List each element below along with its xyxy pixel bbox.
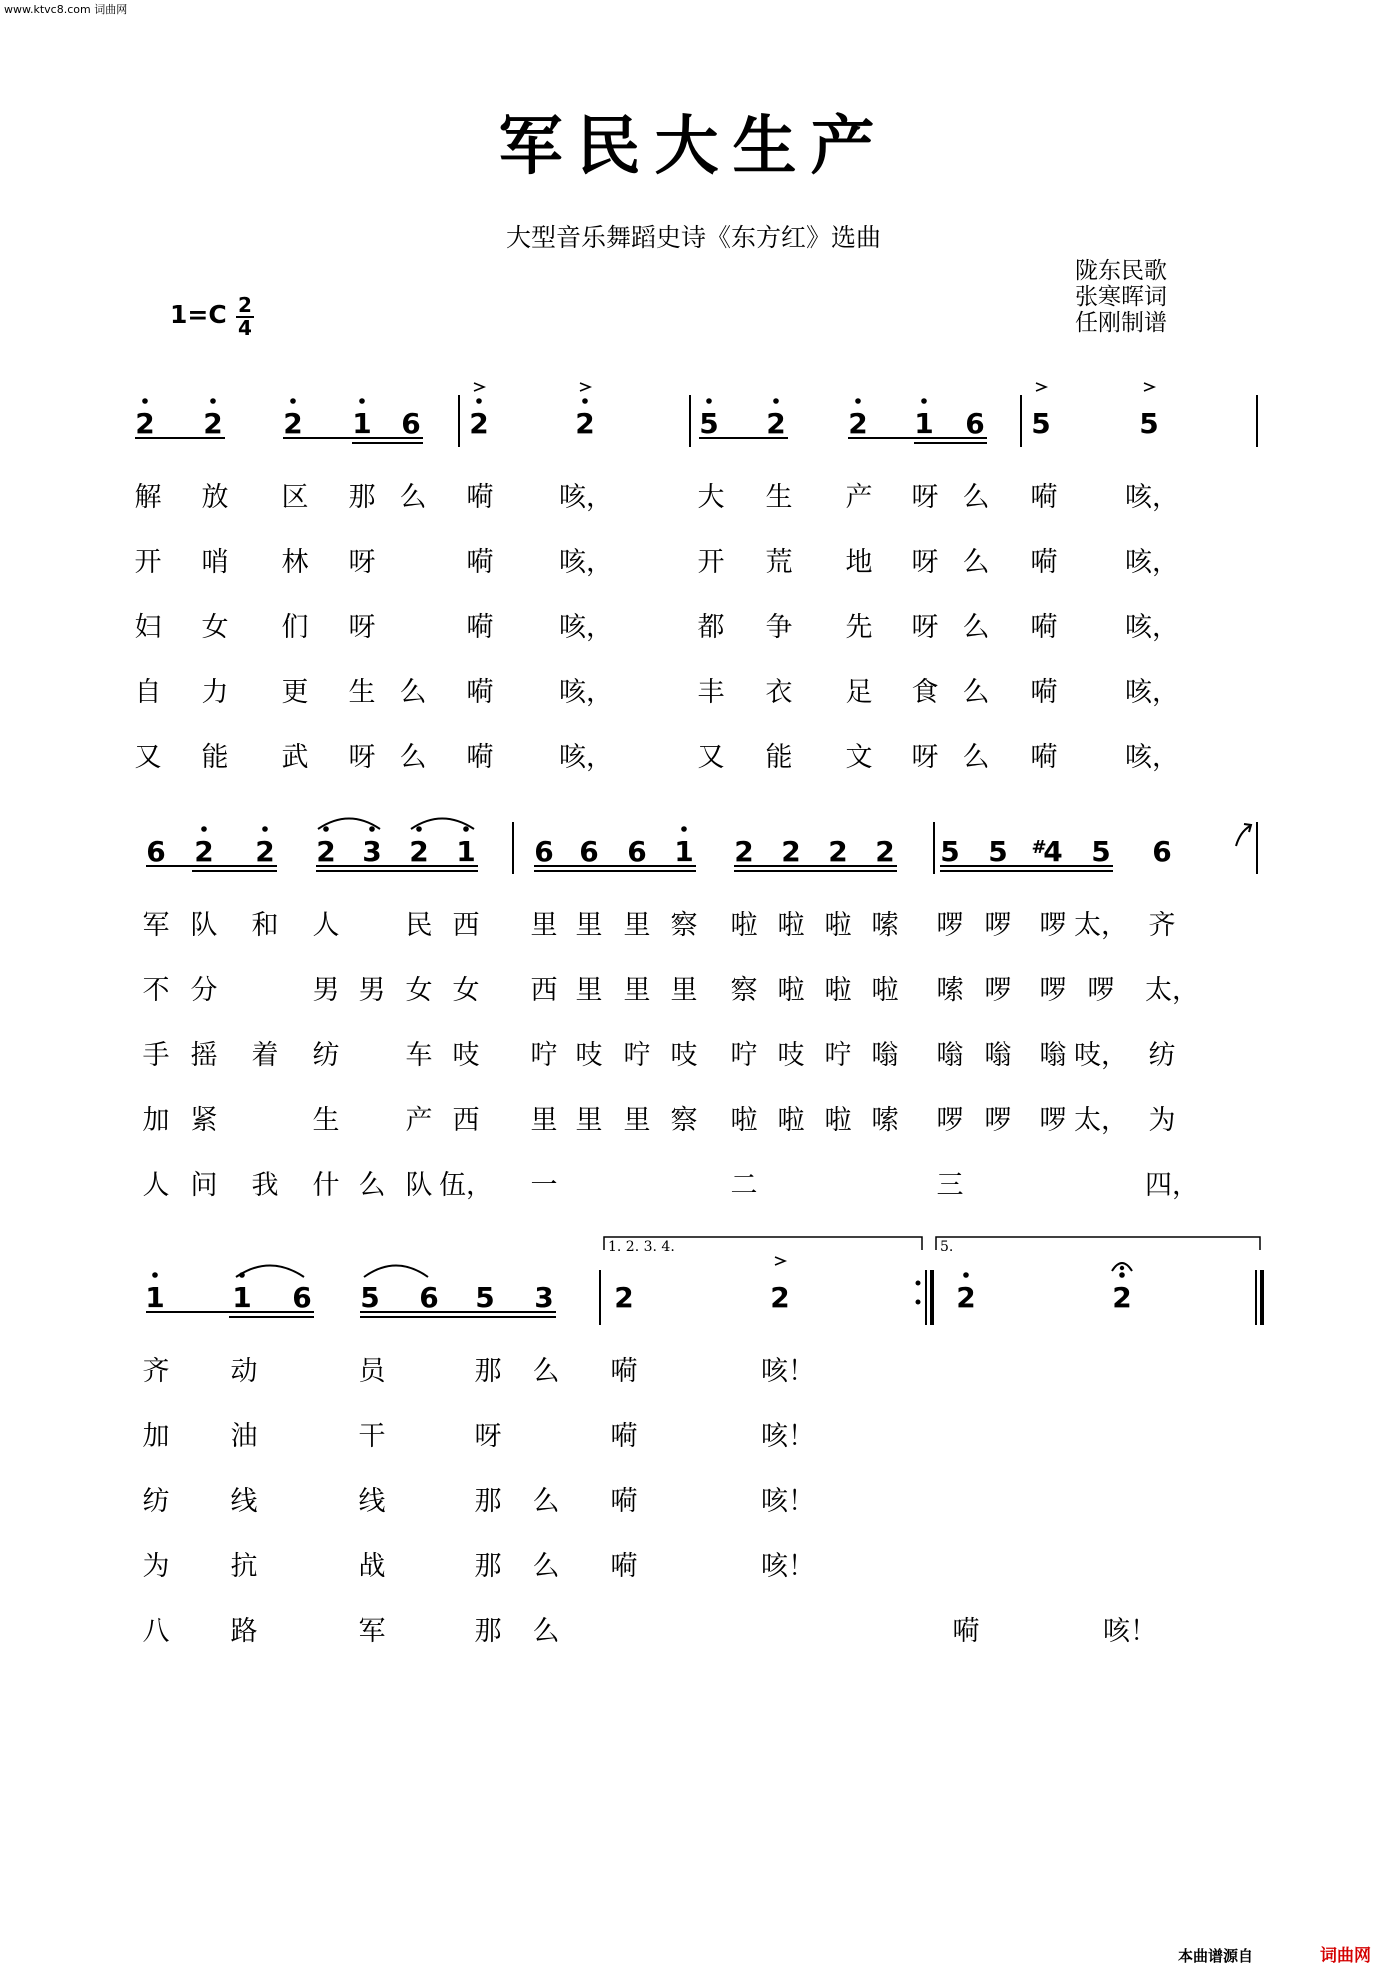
- lyric-char: 男: [312, 975, 340, 1006]
- note-digit: 5: [1091, 835, 1111, 868]
- lyric-char: 里: [623, 975, 651, 1006]
- credit-arranger: 任刚制谱: [1075, 310, 1167, 336]
- lyric-char: 地: [845, 547, 873, 578]
- lyric-char: 咳，: [559, 742, 613, 773]
- lyric-char: 文: [845, 742, 873, 773]
- note-digit: 3: [534, 1281, 554, 1314]
- lyric-char: 加: [142, 1421, 170, 1452]
- lyric-char: 咳！: [761, 1356, 815, 1387]
- volta-brackets: [604, 1237, 1260, 1250]
- lyric-char: 么: [962, 742, 990, 773]
- note-digit: 2: [409, 835, 429, 868]
- octave-dot: [681, 826, 687, 832]
- lyric-char: 么: [532, 1486, 560, 1517]
- lyric-char: 一: [530, 1170, 558, 1201]
- lyric-char: 么: [399, 482, 427, 513]
- watermark: www.ktvc8.com 词曲网: [4, 3, 128, 16]
- lyric-char: 三: [936, 1170, 964, 1201]
- note-digit: 1: [232, 1281, 252, 1314]
- note-digit: 2: [203, 407, 223, 440]
- lyric-char: 咳！: [761, 1421, 815, 1452]
- lyric-char: 齐: [142, 1356, 170, 1387]
- accent-mark: [775, 1257, 785, 1265]
- lyric-char: 嗬: [952, 1616, 980, 1647]
- accent-mark: [580, 383, 590, 391]
- lyric-char: 车: [405, 1040, 433, 1071]
- note-digit: 2: [135, 407, 155, 440]
- octave-dot: [262, 826, 268, 832]
- note-digit: 5: [360, 1281, 380, 1314]
- lyric-char: 里: [623, 1105, 651, 1136]
- lyric-char: 产: [405, 1105, 433, 1136]
- breath-mark-icon: [1236, 824, 1251, 846]
- lyric-char: 啦: [871, 975, 899, 1006]
- lyric-char: 女: [452, 975, 480, 1006]
- note-digit: 4: [1043, 835, 1063, 868]
- octave-dot: [290, 398, 296, 404]
- note-digit: 5: [1031, 407, 1051, 440]
- lyric-char: 那: [474, 1486, 502, 1517]
- footer-site-logo: 词曲网: [1320, 1946, 1371, 1966]
- note-digit: 2: [828, 835, 848, 868]
- lyric-char: 啰: [936, 910, 964, 941]
- lyric-char: 啰: [1039, 1105, 1067, 1136]
- lyric-char: 女: [201, 612, 229, 643]
- lyric-char: 咳！: [761, 1486, 815, 1517]
- lyric-char: 啦: [730, 910, 758, 941]
- lyric-char: 呀: [348, 612, 376, 643]
- lyric-char: 吱: [452, 1040, 480, 1071]
- note-digit: 5: [940, 835, 960, 868]
- octave-dot: [963, 1272, 969, 1278]
- lyric-char: 里: [530, 1105, 558, 1136]
- note-digit: 2: [283, 407, 303, 440]
- note-digit: 2: [956, 1281, 976, 1314]
- lyric-char: 女: [405, 975, 433, 1006]
- lyric-char: 里: [530, 910, 558, 941]
- note-digit: 6: [534, 835, 554, 868]
- lyric-char: 西: [530, 975, 558, 1006]
- lyric-char: 着: [251, 1040, 279, 1071]
- note-digit: 6: [965, 407, 985, 440]
- lyric-char: 咛: [824, 1040, 852, 1071]
- lyric-char: 伍，: [439, 1170, 493, 1201]
- lyric-char: 干: [358, 1421, 386, 1452]
- note-digit: 5: [699, 407, 719, 440]
- lyric-char: 不: [142, 975, 170, 1006]
- lyric-char: 都: [697, 612, 725, 643]
- lyric-char: 咳，: [1125, 742, 1179, 773]
- lyric-char: 力: [201, 677, 229, 708]
- lyric-char: 足: [845, 677, 873, 708]
- lyric-char: 咳，: [559, 677, 613, 708]
- lyric-char: 啰: [1087, 975, 1115, 1006]
- lyric-char: 咳，: [559, 612, 613, 643]
- lyric-char: 咳，: [1125, 677, 1179, 708]
- lyric-char: 又: [697, 742, 725, 773]
- lyric-char: 油: [230, 1421, 258, 1452]
- accent-mark: [1036, 383, 1046, 391]
- note-digit: 2: [469, 407, 489, 440]
- lyric-char: 嗡: [984, 1040, 1012, 1071]
- lyric-char: 人: [142, 1170, 170, 1201]
- note-digit: 6: [292, 1281, 312, 1314]
- lyric-char: 区: [281, 482, 309, 513]
- note-digit: 2: [575, 407, 595, 440]
- lyric-char: 哨: [201, 547, 229, 578]
- lyric-char: 纺: [142, 1486, 170, 1517]
- slurs-system-3: [236, 1266, 428, 1278]
- note-digit: 3: [362, 835, 382, 868]
- volta-first-label: 1. 2. 3. 4.: [608, 1239, 675, 1255]
- lyric-char: 啰: [984, 975, 1012, 1006]
- lyric-char: 么: [399, 677, 427, 708]
- lyric-char: 啦: [730, 1105, 758, 1136]
- lyric-char: 吱: [575, 1040, 603, 1071]
- lyric-char: 那: [474, 1356, 502, 1387]
- note-digit: 2: [1112, 1281, 1132, 1314]
- lyric-char: 啰: [1039, 910, 1067, 941]
- note-digit: 6: [1152, 835, 1172, 868]
- octave-dot: [152, 1272, 158, 1278]
- lyric-char: 四，: [1145, 1170, 1199, 1201]
- lyric-char: 么: [962, 677, 990, 708]
- lyric-char: 能: [201, 742, 229, 773]
- lyric-char: 开: [134, 547, 162, 578]
- lyric-char: 啰: [1039, 975, 1067, 1006]
- lyric-char: 呀: [911, 742, 939, 773]
- lyric-char: 先: [845, 612, 873, 643]
- octave-dot: [706, 398, 712, 404]
- lyric-char: 队: [190, 910, 218, 941]
- lyric-char: 和: [251, 910, 279, 941]
- note-digit: 6: [401, 407, 421, 440]
- lyric-char: 察: [670, 1105, 698, 1136]
- volta-second-label: 5.: [940, 1239, 954, 1255]
- lyric-char: 衣: [765, 677, 793, 708]
- lyric-char: 咳！: [1103, 1616, 1157, 1647]
- octave-dot: [855, 398, 861, 404]
- lyric-char: 西: [452, 910, 480, 941]
- lyric-char: 察: [670, 910, 698, 941]
- lyric-char: 嗬: [1030, 742, 1058, 773]
- lyric-char: 人: [312, 910, 340, 941]
- note-digit: 1: [674, 835, 694, 868]
- octave-dot: [323, 826, 329, 832]
- lyric-char: 啰: [984, 1105, 1012, 1136]
- lyric-char: 那: [474, 1551, 502, 1582]
- lyric-char: 嗦: [871, 1105, 899, 1136]
- lyric-char: 啰: [936, 1105, 964, 1136]
- lyric-char: 么: [532, 1551, 560, 1582]
- lyric-char: 啦: [824, 910, 852, 941]
- footer-source: 本曲谱源自: [1178, 1947, 1254, 1965]
- octave-dot: [582, 398, 588, 404]
- lyric-char: 太，: [1074, 910, 1128, 941]
- note-digit: 1: [352, 407, 372, 440]
- lyric-char: 生: [312, 1105, 340, 1136]
- lyric-char: 开: [697, 547, 725, 578]
- accent-mark: [474, 383, 484, 391]
- note-digit: 2: [875, 835, 895, 868]
- octave-dot: [773, 398, 779, 404]
- lyric-char: 嗬: [466, 547, 494, 578]
- lyric-char: 嗬: [610, 1486, 638, 1517]
- lyric-char: 吱，: [1074, 1040, 1128, 1071]
- lyric-char: 嗬: [1030, 547, 1058, 578]
- note-digit: 2: [316, 835, 336, 868]
- lyric-char: 摇: [190, 1040, 218, 1071]
- lyric-char: 放: [201, 482, 229, 513]
- lyric-char: 解: [134, 482, 162, 513]
- repeat-dots: [916, 1281, 921, 1305]
- lyric-char: 抗: [230, 1551, 258, 1582]
- octave-dot: [359, 398, 365, 404]
- lyric-char: 能: [765, 742, 793, 773]
- lyric-char: 么: [962, 482, 990, 513]
- lyric-char: 咳，: [1125, 482, 1179, 513]
- lyric-char: 吱: [670, 1040, 698, 1071]
- lyric-char: 么: [962, 547, 990, 578]
- lyric-char: 为: [142, 1551, 170, 1582]
- octave-dot: [476, 398, 482, 404]
- lyric-char: 嗦: [871, 910, 899, 941]
- lyric-char: 么: [962, 612, 990, 643]
- note-digit: 5: [475, 1281, 495, 1314]
- lyric-char: 武: [281, 742, 309, 773]
- octave-dot: [369, 826, 375, 832]
- lyric-char: 生: [348, 677, 376, 708]
- lyric-char: 呀: [348, 547, 376, 578]
- lyric-char: 产: [845, 482, 873, 513]
- lyric-char: 路: [230, 1616, 258, 1647]
- lyric-char: 男: [358, 975, 386, 1006]
- lyric-char: 咳，: [559, 482, 613, 513]
- lyric-char: 林: [281, 547, 309, 578]
- lyric-char: 里: [575, 975, 603, 1006]
- lyric-char: 嗬: [610, 1356, 638, 1387]
- lyric-char: 动: [230, 1356, 258, 1387]
- note-digit: 2: [766, 407, 786, 440]
- octave-dot: [921, 398, 927, 404]
- lyric-char: 嗬: [466, 742, 494, 773]
- lyric-char: 嗦: [936, 975, 964, 1006]
- lyric-char: 荒: [765, 547, 793, 578]
- note-digit: 6: [419, 1281, 439, 1314]
- lyric-char: 么: [358, 1170, 386, 1201]
- note-digit: 2: [194, 835, 214, 868]
- lyric-char: 嗡: [936, 1040, 964, 1071]
- accent-mark: [1144, 383, 1154, 391]
- note-digit: 5: [1139, 407, 1159, 440]
- lyric-char: 嗬: [1030, 482, 1058, 513]
- note-digit: 2: [848, 407, 868, 440]
- lyric-char: 呀: [474, 1421, 502, 1452]
- lyric-char: 食: [911, 677, 939, 708]
- lyric-char: 线: [230, 1486, 258, 1517]
- octave-dot: [142, 398, 148, 404]
- lyric-char: 嗡: [1039, 1040, 1067, 1071]
- note-digit: 1: [145, 1281, 165, 1314]
- lyric-char: 我: [251, 1170, 279, 1201]
- slurs-system-2: [318, 819, 474, 830]
- lyric-char: 里: [670, 975, 698, 1006]
- lyric-char: 嗬: [1030, 612, 1058, 643]
- meter-bottom: 4: [238, 316, 252, 340]
- note-digit: 6: [627, 835, 647, 868]
- lyric-char: 咳，: [559, 547, 613, 578]
- song-title: 军民大生产: [498, 109, 889, 184]
- lyric-char: 生: [765, 482, 793, 513]
- lyric-char: 八: [142, 1616, 170, 1647]
- lyric-char: 啦: [824, 1105, 852, 1136]
- lyric-char: 么: [399, 742, 427, 773]
- lyric-char: 争: [765, 612, 793, 643]
- octave-dot: [463, 826, 469, 832]
- lyric-char: 紧: [190, 1105, 218, 1136]
- note-digit: 2: [614, 1281, 634, 1314]
- lyric-char: 问: [190, 1170, 218, 1201]
- lyric-char: 自: [134, 677, 162, 708]
- lyric-char: 咛: [623, 1040, 651, 1071]
- octave-dot: [1119, 1272, 1125, 1278]
- lyric-char: 二: [730, 1170, 758, 1201]
- lyric-char: 咛: [530, 1040, 558, 1071]
- lyric-char: 里: [575, 1105, 603, 1136]
- note-digit: 2: [255, 835, 275, 868]
- lyric-char: 咳，: [1125, 612, 1179, 643]
- lyric-char: 呀: [348, 742, 376, 773]
- credit-lyricist: 张寒晖词: [1075, 284, 1167, 310]
- note-digit: 1: [914, 407, 934, 440]
- lyric-char: 纺: [1148, 1040, 1176, 1071]
- sharp-sign: #: [1031, 837, 1047, 858]
- key-signature: 1=C: [170, 300, 227, 329]
- lyric-char: 分: [190, 975, 218, 1006]
- lyric-char: 呀: [911, 612, 939, 643]
- lyric-char: 手: [142, 1040, 170, 1071]
- lyric-char: 西: [452, 1105, 480, 1136]
- lyric-char: 咳，: [1125, 547, 1179, 578]
- octave-dot: [239, 1272, 245, 1278]
- lyric-char: 为: [1148, 1105, 1176, 1136]
- lyric-char: 嗬: [1030, 677, 1058, 708]
- lyric-char: 妇: [134, 612, 162, 643]
- lyric-char: 员: [358, 1356, 386, 1387]
- credit-origin: 陇东民歌: [1075, 258, 1167, 284]
- lyric-char: 加: [142, 1105, 170, 1136]
- notes-layer: [135, 383, 1171, 1314]
- fermata-dot: [1120, 1266, 1124, 1270]
- lyric-char: 察: [730, 975, 758, 1006]
- lyric-char: 呀: [911, 547, 939, 578]
- lyric-char: 齐: [1148, 910, 1176, 941]
- lyric-char: 么: [532, 1616, 560, 1647]
- octave-dot: [201, 826, 207, 832]
- lyric-char: 们: [281, 612, 309, 643]
- lyric-char: 太，: [1074, 1105, 1128, 1136]
- lyric-char: 啦: [777, 910, 805, 941]
- lyric-char: 呀: [911, 482, 939, 513]
- lyric-char: 啦: [824, 975, 852, 1006]
- lyric-char: 嗬: [466, 677, 494, 708]
- lyric-char: 大: [697, 482, 725, 513]
- lyric-char: 啦: [777, 1105, 805, 1136]
- lyric-char: 啰: [984, 910, 1012, 941]
- note-digit: 2: [770, 1281, 790, 1314]
- lyric-char: 嗡: [871, 1040, 899, 1071]
- lyric-char: 么: [532, 1356, 560, 1387]
- note-digit: 6: [146, 835, 166, 868]
- lyric-char: 那: [348, 482, 376, 513]
- lyric-char: 里: [623, 910, 651, 941]
- lyric-char: 那: [474, 1616, 502, 1647]
- lyric-char: 又: [134, 742, 162, 773]
- lyric-char: 咛: [730, 1040, 758, 1071]
- lyric-char: 军: [142, 910, 170, 941]
- meter-top: 2: [238, 293, 252, 317]
- lyric-char: 嗬: [466, 482, 494, 513]
- lyric-char: 纺: [312, 1040, 340, 1071]
- lyric-char: 嗬: [466, 612, 494, 643]
- lyric-char: 队: [405, 1170, 433, 1201]
- lyric-char: 更: [281, 677, 309, 708]
- lyric-char: 里: [575, 910, 603, 941]
- lyric-char: 丰: [697, 677, 725, 708]
- barlines-system-3: [600, 1270, 1262, 1325]
- lyric-char: 嗬: [610, 1551, 638, 1582]
- octave-dot: [416, 826, 422, 832]
- note-digit: 2: [781, 835, 801, 868]
- lyric-char: 嗬: [610, 1421, 638, 1452]
- note-digit: 1: [456, 835, 476, 868]
- lyric-char: 啦: [777, 975, 805, 1006]
- lyric-char: 太，: [1145, 975, 1199, 1006]
- lyric-char: 什: [312, 1170, 340, 1201]
- lyric-char: 吱: [777, 1040, 805, 1071]
- note-digit: 5: [988, 835, 1008, 868]
- song-subtitle: 大型音乐舞蹈史诗《东方红》选曲: [505, 223, 881, 252]
- lyric-char: 咳！: [761, 1551, 815, 1582]
- lyric-char: 民: [405, 910, 433, 941]
- lyric-char: 军: [358, 1616, 386, 1647]
- note-digit: 6: [579, 835, 599, 868]
- lyric-char: 战: [358, 1551, 386, 1582]
- octave-dot: [210, 398, 216, 404]
- note-digit: 2: [734, 835, 754, 868]
- lyric-char: 线: [358, 1486, 386, 1517]
